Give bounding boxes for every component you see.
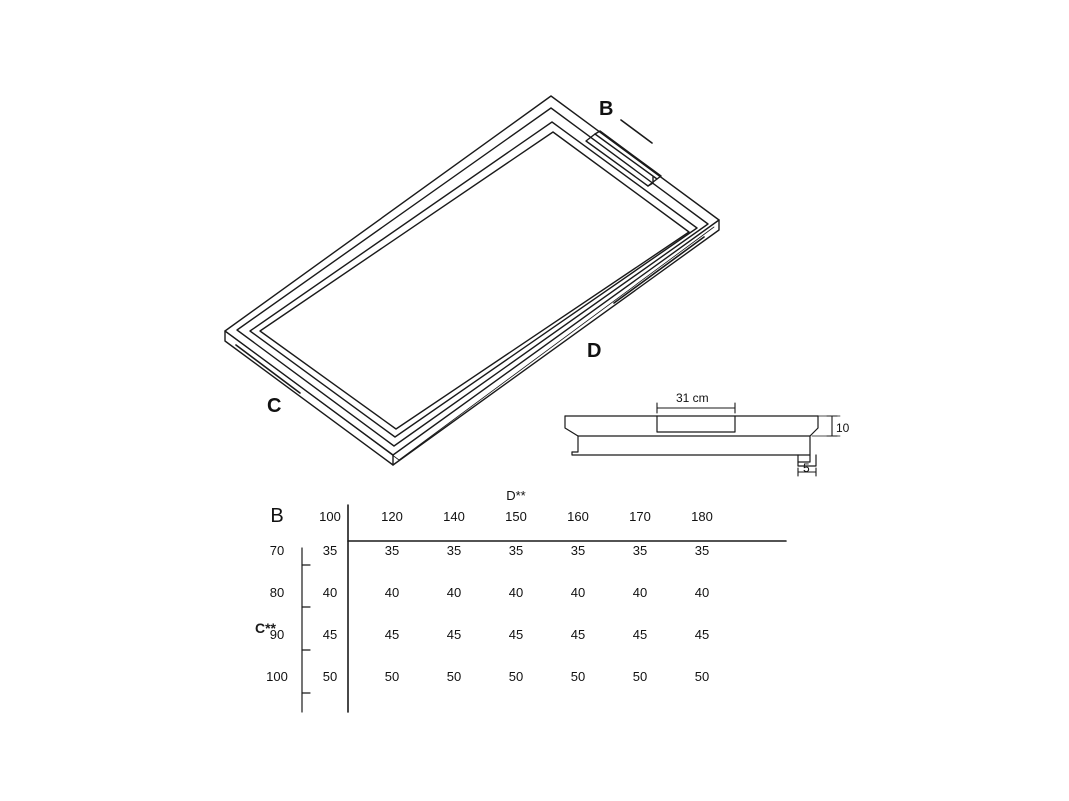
table-column-header-row [255,503,733,529]
table-cell: 50 [322,668,338,684]
table-cell: 35 [694,542,710,558]
table-col-header: 160 [567,508,589,524]
dimension-table [255,488,733,697]
table-row [255,529,733,571]
table-cell: 40 [446,584,462,600]
table-cell: 35 [632,542,648,558]
dimension-label-c: C [267,395,282,417]
table-cell: 40 [570,584,586,600]
table-cell: 35 [446,542,462,558]
table-cell: 40 [322,584,338,600]
table-cell: 40 [632,584,648,600]
table-row-header: 80 [269,584,285,600]
table-cell: 45 [446,626,462,642]
dimension-label-b: B [599,98,614,120]
table-row-header: 90 [269,626,285,642]
table-cell: 45 [384,626,400,642]
table-cell: 45 [508,626,524,642]
table-cell: 50 [694,668,710,684]
table-cell: 50 [384,668,400,684]
table-col-header: 140 [443,508,465,524]
section-foot-note: 5 [803,461,810,475]
table-cell: 40 [694,584,710,600]
dimension-table-wrapper [255,488,795,718]
table-row [255,571,733,613]
table-col-header: 180 [691,508,713,524]
table-cell: 50 [446,668,462,684]
table-cell: 45 [694,626,710,642]
table-col-header: 150 [505,508,527,524]
table-col-header: 100 [319,508,341,524]
table-col-header: 120 [381,508,403,524]
table-cell: 45 [570,626,586,642]
table-cell: 40 [384,584,400,600]
section-height-note: 10 [836,421,850,435]
table-cell: 45 [322,626,338,642]
table-row-header: 70 [269,542,285,558]
table-top-header-row [255,488,733,503]
table-cell: 35 [384,542,400,558]
table-row-header: 100 [266,668,288,684]
dimension-label-d: D [587,340,602,362]
table-cell: 35 [570,542,586,558]
table-corner-header: B [270,504,284,527]
table-corner-spacer [255,488,299,503]
table-cell: 35 [508,542,524,558]
table-cell: 40 [508,584,524,600]
table-cell: 45 [632,626,648,642]
table-top-header: D** [506,488,526,503]
table-cell: 35 [322,542,338,558]
table-col-header: 170 [629,508,651,524]
section-width-note: 31 cm [676,391,709,405]
table-cell: 50 [570,668,586,684]
table-cell: 50 [508,668,524,684]
table-row [255,655,733,697]
table-side-header: C** [255,620,277,636]
table-cell: 50 [632,668,648,684]
table-row [255,613,733,655]
